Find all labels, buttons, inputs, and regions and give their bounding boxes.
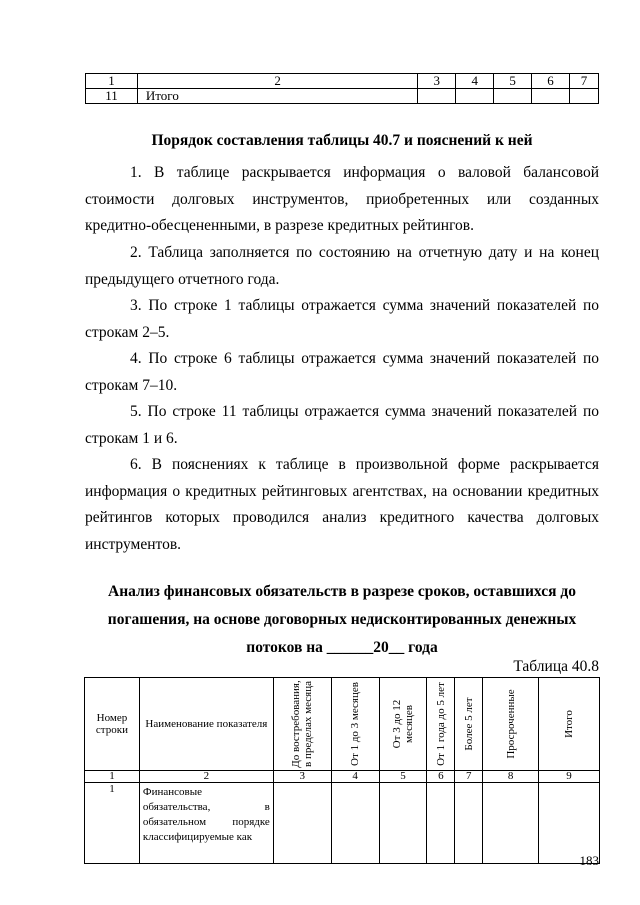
header-text: От 1 до 3 месяцев bbox=[349, 682, 362, 766]
table-cell: 3 bbox=[273, 771, 331, 783]
table-cell bbox=[379, 783, 427, 864]
table-cell bbox=[273, 783, 331, 864]
paragraph bbox=[85, 293, 599, 346]
header-text: Более 5 лет bbox=[462, 697, 475, 751]
header-text: Итого bbox=[563, 710, 576, 738]
section-title: Порядок составления таблицы 40.7 и пояснений к ней bbox=[151, 132, 533, 149]
table-cell bbox=[455, 783, 483, 864]
table-row bbox=[86, 74, 599, 89]
section-title bbox=[85, 578, 599, 662]
header-text: Просроченные bbox=[504, 689, 517, 759]
top-table bbox=[85, 73, 599, 104]
paragraph-text: 5. По строке 11 таблицы отражается сумма значений показателей по строкам 1 и 6. bbox=[85, 403, 599, 447]
table-cell: 11 bbox=[86, 89, 138, 104]
table-row bbox=[85, 771, 600, 783]
table-cell: 5 bbox=[379, 771, 427, 783]
title-line: погашения, на основе договорных недисконтированных денежных bbox=[107, 611, 577, 628]
table-cell: 1 bbox=[85, 783, 140, 864]
page-number: 183 bbox=[579, 853, 599, 868]
table-cell: 2 bbox=[139, 771, 273, 783]
header-cell bbox=[331, 678, 379, 771]
paragraph-text: 1. В таблице раскрывается информация о валовой балансовой стоимости долговых инструментов, приобретенных или созданных кредитно-обесцененными, в разрезе кредитных рейтингов. bbox=[85, 164, 599, 234]
header-text: До востребования, в пределах месяца bbox=[290, 680, 315, 768]
table-caption: Таблица 40.8 bbox=[513, 658, 599, 675]
table-cell bbox=[427, 783, 455, 864]
table-cell bbox=[331, 783, 379, 864]
header-text: От 3 до 12 месяцев bbox=[390, 699, 415, 749]
table-row bbox=[86, 89, 599, 104]
table-row bbox=[85, 783, 600, 864]
table-cell: 6 bbox=[427, 771, 455, 783]
paragraph bbox=[85, 160, 599, 240]
table-cell: Итого bbox=[137, 89, 417, 104]
header-cell: Наименование показателя bbox=[139, 678, 273, 771]
table-header-row bbox=[85, 678, 600, 771]
table-cell: 2 bbox=[137, 74, 417, 89]
table-cell: 5 bbox=[494, 74, 532, 89]
table-cell: 7 bbox=[455, 771, 483, 783]
table-cell: 1 bbox=[85, 771, 140, 783]
header-cell bbox=[379, 678, 427, 771]
title-line: потоков на ______20__ года bbox=[246, 639, 438, 656]
table-cell bbox=[570, 89, 599, 104]
paragraph-text: 2. Таблица заполняется по состоянию на отчетную дату и на конец предыдущего отчетного года. bbox=[85, 244, 599, 288]
header-cell bbox=[427, 678, 455, 771]
header-cell bbox=[273, 678, 331, 771]
paragraph bbox=[85, 399, 599, 452]
header-cell bbox=[539, 678, 600, 771]
header-cell: Номер строки bbox=[85, 678, 140, 771]
paragraph bbox=[85, 240, 599, 293]
table-cell: 4 bbox=[331, 771, 379, 783]
table-cell: 6 bbox=[532, 74, 570, 89]
table-cell bbox=[456, 89, 494, 104]
paragraph bbox=[85, 346, 599, 399]
table-cell: 7 bbox=[570, 74, 599, 89]
paragraph-text: 3. По строке 1 таблицы отражается сумма значений показателей по строкам 2–5. bbox=[85, 297, 599, 341]
table-cell: 9 bbox=[539, 771, 600, 783]
paragraph bbox=[85, 452, 599, 558]
table-cell: 8 bbox=[483, 771, 539, 783]
table-cell: Финансовые обязательства, в обязательном порядке классифицируемые как bbox=[139, 783, 273, 864]
table-cell: 1 bbox=[86, 74, 138, 89]
table-cell bbox=[494, 89, 532, 104]
table-cell bbox=[483, 783, 539, 864]
title-line: Анализ финансовых обязательств в разрезе сроков, оставшихся до bbox=[108, 583, 576, 600]
table-cell bbox=[532, 89, 570, 104]
bottom-table bbox=[84, 677, 600, 864]
header-cell bbox=[455, 678, 483, 771]
header-cell bbox=[483, 678, 539, 771]
paragraph-text: 4. По строке 6 таблицы отражается сумма значений показателей по строкам 7–10. bbox=[85, 350, 599, 394]
header-text: От 1 года до 5 лет bbox=[434, 682, 447, 766]
table-cell bbox=[539, 783, 600, 864]
table-cell: 3 bbox=[418, 74, 456, 89]
table-cell bbox=[418, 89, 456, 104]
paragraph-text: 6. В пояснениях к таблице в произвольной форме раскрывается информация о кредитных рейтинговых агентствах, на основании кредитных рейтингов которых проводился анализ кредитного качества долговых инструментов. bbox=[85, 456, 599, 553]
table-cell: 4 bbox=[456, 74, 494, 89]
